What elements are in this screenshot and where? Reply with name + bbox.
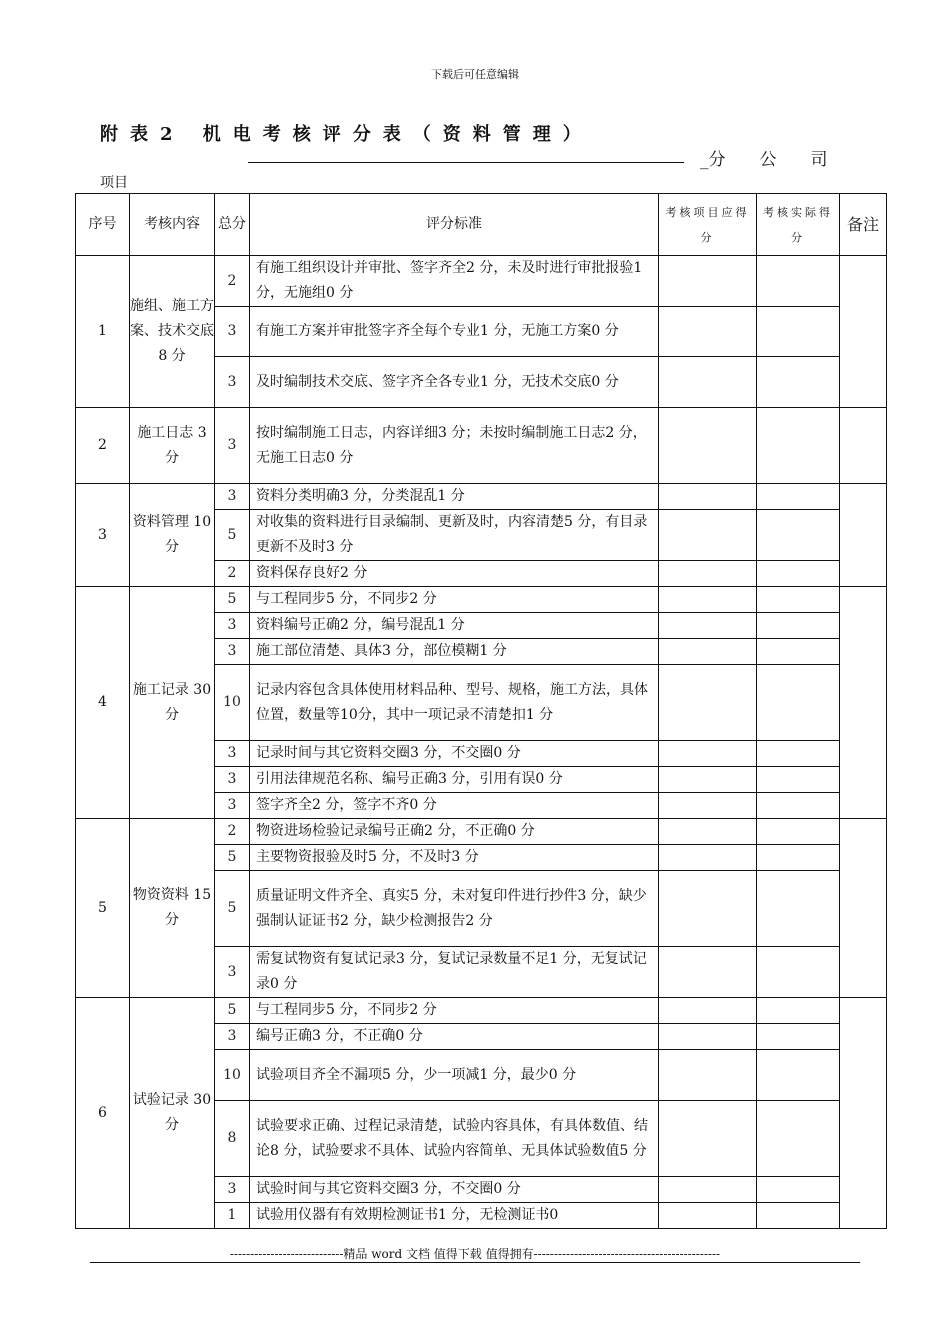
- due-score-cell[interactable]: [659, 1101, 757, 1177]
- actual-score-cell[interactable]: [757, 1050, 840, 1101]
- actual-score-cell[interactable]: [757, 845, 840, 871]
- points-cell: 10: [215, 1050, 250, 1101]
- header-remark: 备注: [840, 194, 887, 256]
- actual-score-cell[interactable]: [757, 484, 840, 510]
- points-cell: 1: [215, 1203, 250, 1229]
- due-score-cell[interactable]: [659, 845, 757, 871]
- points-cell: 3: [215, 767, 250, 793]
- due-score-cell[interactable]: [659, 408, 757, 484]
- points-cell: 3: [215, 357, 250, 408]
- content-cell: 施工记录 30分: [130, 587, 215, 819]
- criteria-cell: 签字齐全2 分，签字不齐0 分: [250, 793, 659, 819]
- download-note: 下载后可任意编辑: [431, 68, 519, 81]
- company-name-blank: [248, 146, 684, 163]
- seq-cell: 5: [76, 819, 130, 998]
- actual-score-cell[interactable]: [757, 256, 840, 307]
- content-cell: 施组、施工方案、技术交底 8 分: [130, 256, 215, 408]
- remark-cell[interactable]: [840, 998, 887, 1229]
- due-score-cell[interactable]: [659, 1024, 757, 1050]
- header-seq: 序号: [76, 194, 130, 256]
- page-title: 附表2 机电考核评分表（资料管理）: [100, 124, 593, 145]
- seq-cell: 6: [76, 998, 130, 1229]
- criteria-cell: 试验项目齐全不漏项5 分，少一项减1 分，最少0 分: [250, 1050, 659, 1101]
- points-cell: 2: [215, 561, 250, 587]
- actual-score-cell[interactable]: [757, 767, 840, 793]
- company-label: _分 公 司: [700, 150, 828, 170]
- content-cell: 试验记录 30分: [130, 998, 215, 1229]
- project-label: 项目: [100, 175, 128, 191]
- points-cell: 3: [215, 793, 250, 819]
- actual-score-cell[interactable]: [757, 1024, 840, 1050]
- table-row: [76, 587, 887, 613]
- points-cell: 3: [215, 1177, 250, 1203]
- seq-cell: 3: [76, 484, 130, 587]
- due-score-cell[interactable]: [659, 665, 757, 741]
- seq-cell: 2: [76, 408, 130, 484]
- actual-score-cell[interactable]: [757, 1203, 840, 1229]
- criteria-cell: 记录内容包含具体使用材料品种、型号、规格，施工方法，具体位置，数量等10分，其中一项记录不清楚扣1 分: [250, 665, 659, 741]
- actual-score-cell[interactable]: [757, 741, 840, 767]
- table-row: [76, 256, 887, 307]
- actual-score-cell[interactable]: [757, 510, 840, 561]
- points-cell: 3: [215, 484, 250, 510]
- actual-score-cell[interactable]: [757, 408, 840, 484]
- header-criteria: 评分标准: [250, 194, 659, 256]
- due-score-cell[interactable]: [659, 819, 757, 845]
- due-score-cell[interactable]: [659, 587, 757, 613]
- remark-cell[interactable]: [840, 484, 887, 587]
- actual-score-cell[interactable]: [757, 793, 840, 819]
- criteria-cell: 物资进场检验记录编号正确2 分，不正确0 分: [250, 819, 659, 845]
- due-score-cell[interactable]: [659, 256, 757, 307]
- criteria-cell: 引用法律规范名称、编号正确3 分，引用有误0 分: [250, 767, 659, 793]
- remark-cell[interactable]: [840, 408, 887, 484]
- criteria-cell: 资料保存良好2 分: [250, 561, 659, 587]
- content-cell: 资料管理 10分: [130, 484, 215, 587]
- due-score-cell[interactable]: [659, 1203, 757, 1229]
- footer-banner: ----------------------------精品 word 文档 值得下载 值得拥有----------------------------------------------: [229, 1247, 721, 1261]
- points-cell: 10: [215, 665, 250, 741]
- due-score-cell[interactable]: [659, 1177, 757, 1203]
- table-row: [76, 408, 887, 484]
- points-cell: 3: [215, 741, 250, 767]
- criteria-cell: 与工程同步5 分，不同步2 分: [250, 998, 659, 1024]
- criteria-cell: 与工程同步5 分，不同步2 分: [250, 587, 659, 613]
- points-cell: 2: [215, 819, 250, 845]
- points-cell: 5: [215, 510, 250, 561]
- due-score-cell[interactable]: [659, 947, 757, 998]
- criteria-cell: 试验时间与其它资料交圈3 分，不交圈0 分: [250, 1177, 659, 1203]
- criteria-cell: 试验要求正确、过程记录清楚，试验内容具体，有具体数值、结论8 分，试验要求不具体、试验内容简单、无具体试验数值5 分: [250, 1101, 659, 1177]
- actual-score-cell[interactable]: [757, 819, 840, 845]
- header-total: 总分: [215, 194, 250, 256]
- due-score-cell[interactable]: [659, 871, 757, 947]
- actual-score-cell[interactable]: [757, 871, 840, 947]
- due-score-cell[interactable]: [659, 639, 757, 665]
- due-score-cell[interactable]: [659, 561, 757, 587]
- criteria-cell: 记录时间与其它资料交圈3 分，不交圈0 分: [250, 741, 659, 767]
- due-score-cell[interactable]: [659, 613, 757, 639]
- actual-score-cell[interactable]: [757, 613, 840, 639]
- actual-score-cell[interactable]: [757, 307, 840, 357]
- criteria-cell: 按时编制施工日志，内容详细3 分；未按时编制施工日志2 分，无施工日志0 分: [250, 408, 659, 484]
- scoring-table: [75, 193, 887, 1229]
- criteria-cell: 有施工组织设计并审批、签字齐全2 分，未及时进行审批报验1 分，无施组0 分: [250, 256, 659, 307]
- points-cell: 3: [215, 307, 250, 357]
- actual-score-cell[interactable]: [757, 561, 840, 587]
- criteria-cell: 试验用仪器有有效期检测证书1 分，无检测证书0: [250, 1203, 659, 1229]
- points-cell: 3: [215, 613, 250, 639]
- criteria-cell: 资料编号正确2 分，编号混乱1 分: [250, 613, 659, 639]
- remark-cell[interactable]: [840, 819, 887, 998]
- due-score-cell[interactable]: [659, 767, 757, 793]
- criteria-cell: 对收集的资料进行目录编制、更新及时，内容清楚5 分，有目录更新不及时3 分: [250, 510, 659, 561]
- due-score-cell[interactable]: [659, 998, 757, 1024]
- points-cell: 2: [215, 256, 250, 307]
- footer-rule: [90, 1262, 860, 1263]
- due-score-cell[interactable]: [659, 484, 757, 510]
- points-cell: 5: [215, 998, 250, 1024]
- due-score-cell[interactable]: [659, 357, 757, 408]
- points-cell: 3: [215, 947, 250, 998]
- actual-score-cell[interactable]: [757, 998, 840, 1024]
- content-cell: 施工日志 3 分: [130, 408, 215, 484]
- actual-score-cell[interactable]: [757, 639, 840, 665]
- actual-score-cell[interactable]: [757, 587, 840, 613]
- seq-cell: 1: [76, 256, 130, 408]
- table-row: [76, 998, 887, 1024]
- criteria-cell: 及时编制技术交底、签字齐全各专业1 分，无技术交底0 分: [250, 357, 659, 408]
- points-cell: 8: [215, 1101, 250, 1177]
- due-score-cell[interactable]: [659, 741, 757, 767]
- points-cell: 3: [215, 408, 250, 484]
- content-cell: 物资资料 15分: [130, 819, 215, 998]
- points-cell: 5: [215, 587, 250, 613]
- header-due-score: 考核项目应得分: [659, 194, 757, 256]
- criteria-cell: 施工部位清楚、具体3 分，部位模糊1 分: [250, 639, 659, 665]
- due-score-cell[interactable]: [659, 1050, 757, 1101]
- table-row: [76, 484, 887, 510]
- header-actual-score: 考核实际得分: [757, 194, 840, 256]
- points-cell: 5: [215, 845, 250, 871]
- table-header-row: [76, 194, 887, 256]
- remark-cell[interactable]: [840, 587, 887, 819]
- criteria-cell: 有施工方案并审批签字齐全每个专业1 分，无施工方案0 分: [250, 307, 659, 357]
- actual-score-cell[interactable]: [757, 665, 840, 741]
- criteria-cell: 质量证明文件齐全、真实5 分，未对复印件进行抄件3 分，缺少强制认证证书2 分，缺少检测报告2 分: [250, 871, 659, 947]
- actual-score-cell[interactable]: [757, 357, 840, 408]
- header-content: 考核内容: [130, 194, 215, 256]
- criteria-cell: 主要物资报验及时5 分，不及时3 分: [250, 845, 659, 871]
- points-cell: 5: [215, 871, 250, 947]
- actual-score-cell[interactable]: [757, 947, 840, 998]
- points-cell: 3: [215, 1024, 250, 1050]
- criteria-cell: 需复试物资有复试记录3 分，复试记录数量不足1 分，无复试记录0 分: [250, 947, 659, 998]
- remark-cell[interactable]: [840, 256, 887, 408]
- table-row: [76, 819, 887, 845]
- due-score-cell[interactable]: [659, 307, 757, 357]
- actual-score-cell[interactable]: [757, 1177, 840, 1203]
- criteria-cell: 编号正确3 分，不正确0 分: [250, 1024, 659, 1050]
- points-cell: 3: [215, 639, 250, 665]
- due-score-cell[interactable]: [659, 793, 757, 819]
- seq-cell: 4: [76, 587, 130, 819]
- due-score-cell[interactable]: [659, 510, 757, 561]
- criteria-cell: 资料分类明确3 分，分类混乱1 分: [250, 484, 659, 510]
- actual-score-cell[interactable]: [757, 1101, 840, 1177]
